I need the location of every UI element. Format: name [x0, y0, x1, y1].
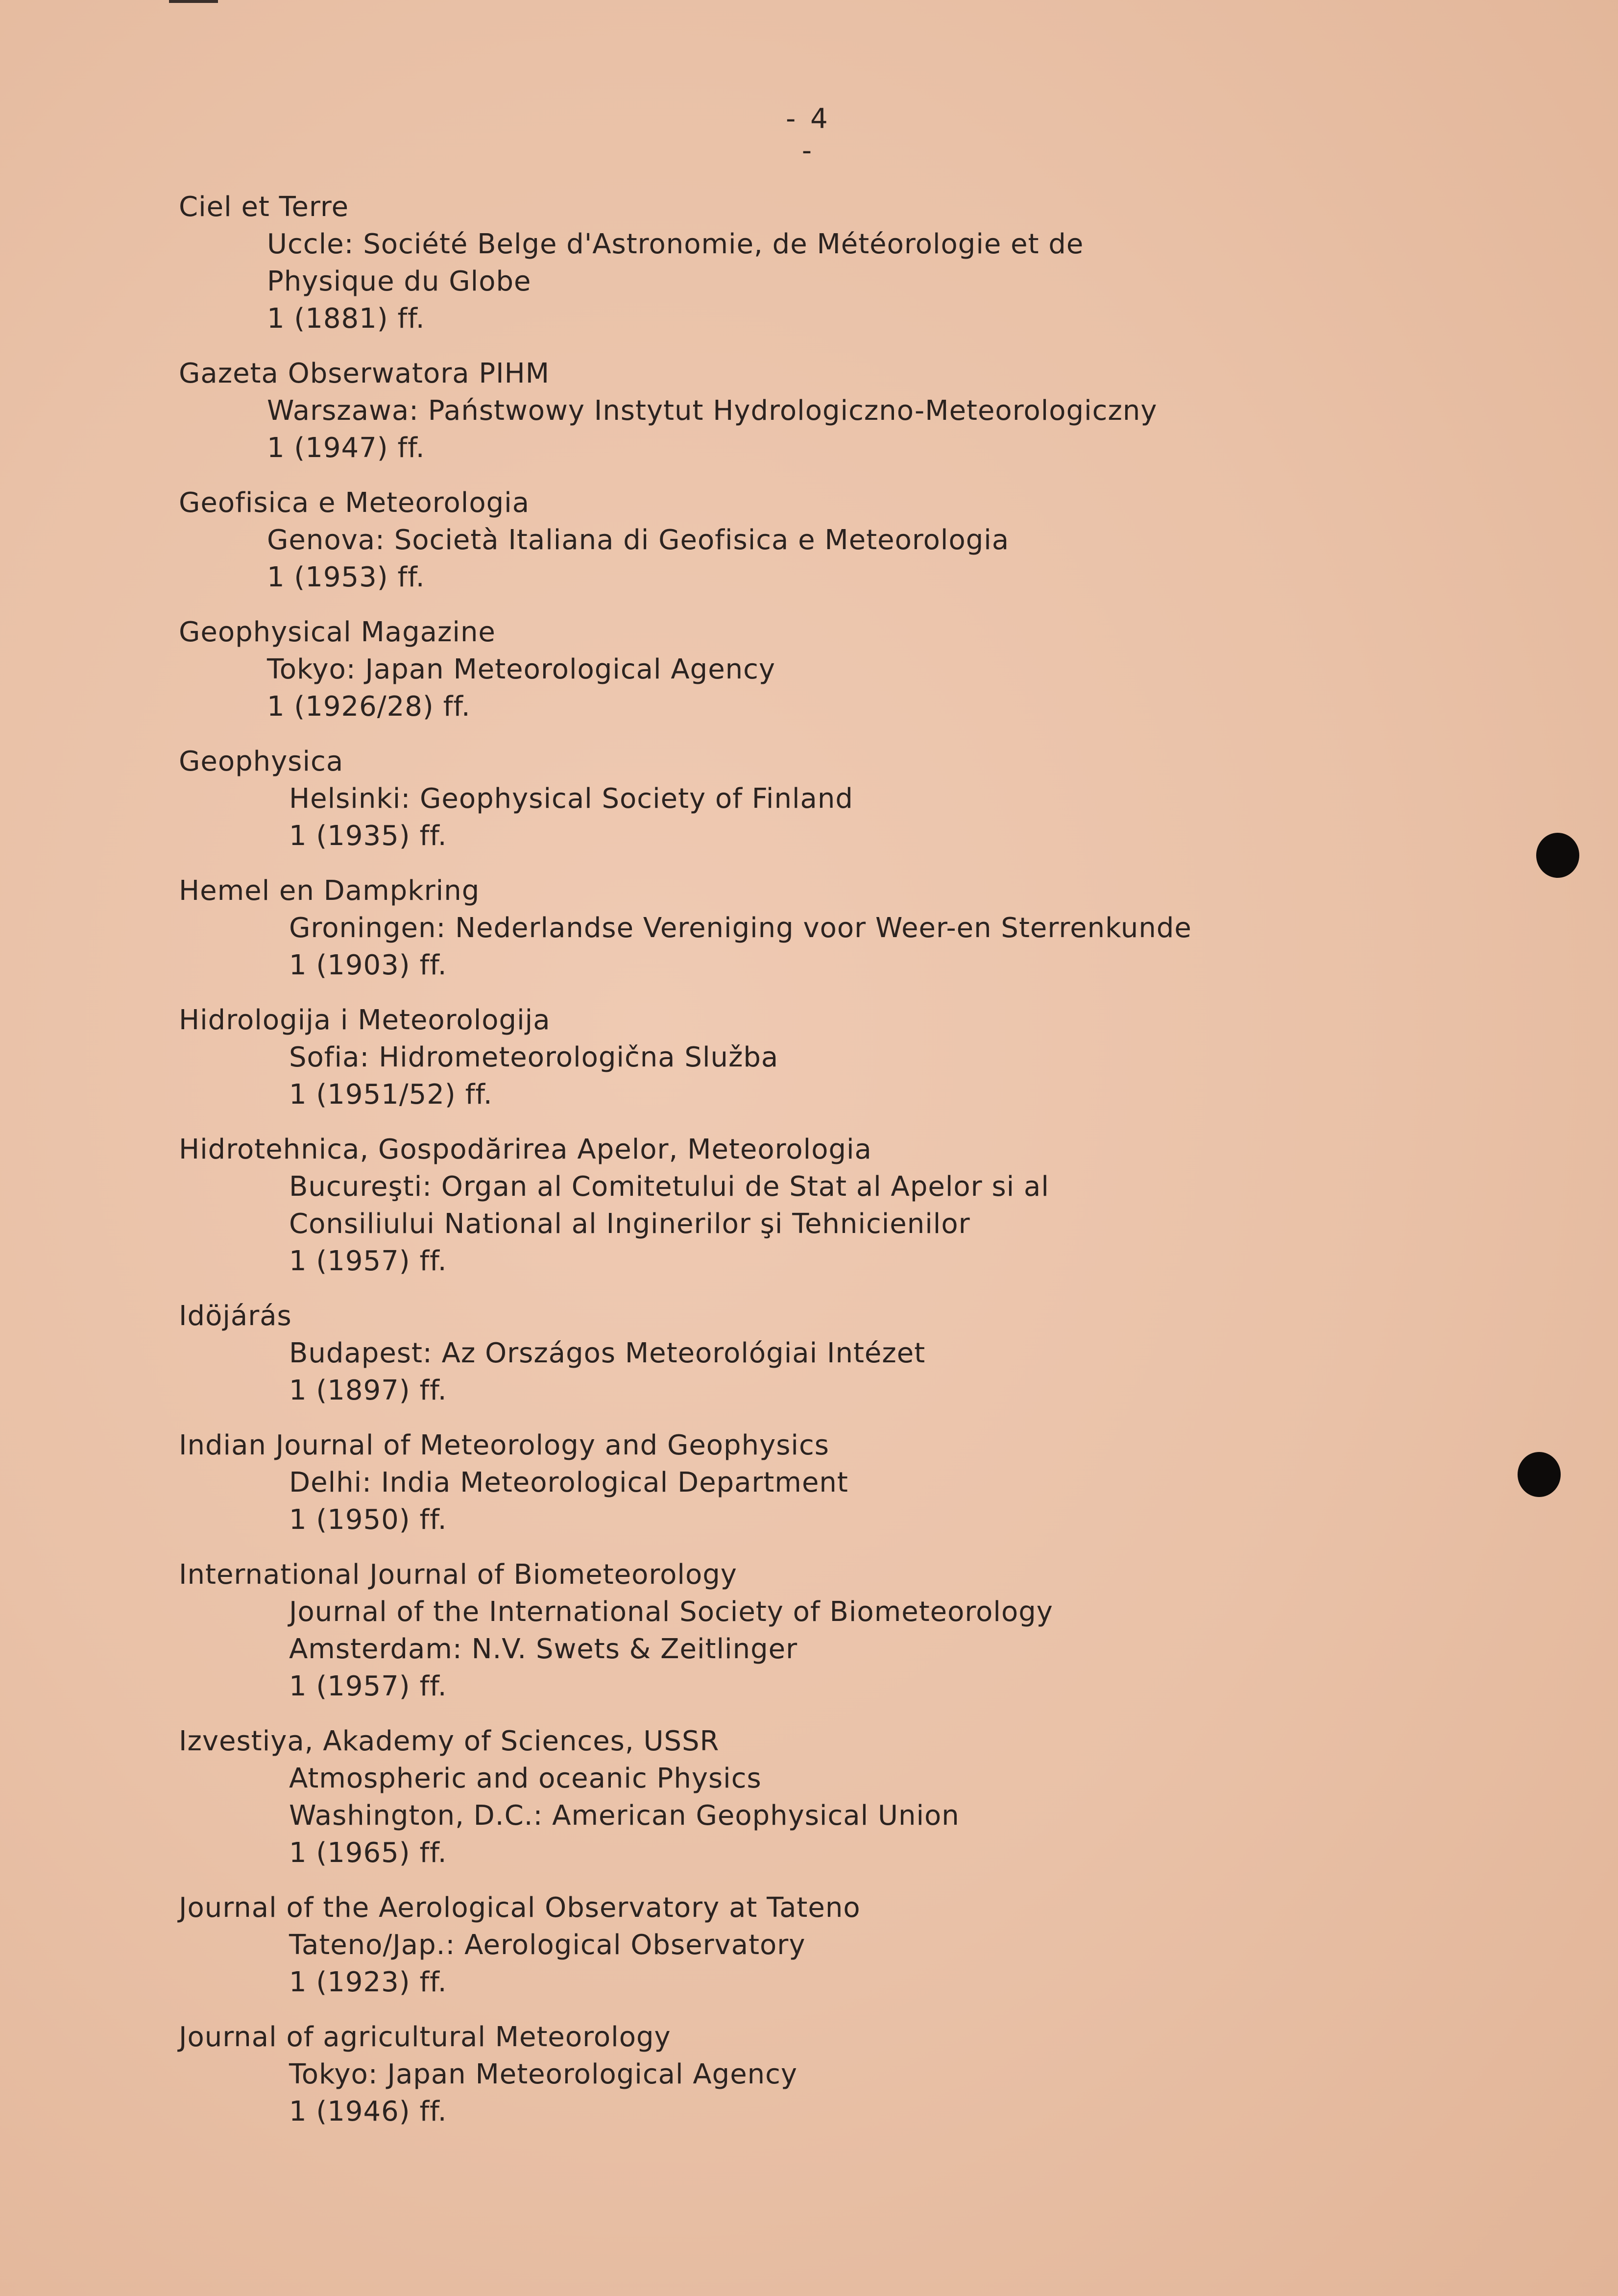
- publisher-line: Budapest: Az Országos Meteorológiai Intézet: [289, 1337, 926, 1369]
- volume-line: 1 (1951/52) ff.: [289, 1079, 493, 1111]
- publisher-line: Physique du Globe: [267, 266, 531, 297]
- list-item: [179, 2019, 1501, 2130]
- periodical-title: Ciel et Terre: [179, 191, 349, 223]
- volume-line: 1 (1957) ff.: [289, 1670, 447, 1702]
- list-item: [179, 1889, 1501, 2001]
- publisher-line: Tokyo: Japan Meteorological Agency: [267, 653, 776, 685]
- list-item: [179, 1723, 1501, 1872]
- publisher-line: Delhi: India Meteorological Department: [289, 1467, 848, 1498]
- publisher-line: Journal of the International Society of Biometeorology: [289, 1596, 1053, 1628]
- periodical-title: Journal of the Aerological Observatory at Tateno: [179, 1892, 861, 1924]
- list-item: [179, 872, 1501, 984]
- publisher-line: Tokyo: Japan Meteorological Agency: [289, 2058, 798, 2090]
- publisher-line: Warszawa: Państwowy Instytut Hydrologiczno-Meteorologiczny: [267, 395, 1158, 427]
- volume-line: 1 (1950) ff.: [289, 1504, 447, 1536]
- volume-line: 1 (1881) ff.: [267, 303, 425, 335]
- publisher-line: Consiliului National al Inginerilor şi Tehnicienilor: [289, 1208, 970, 1240]
- list-item: [179, 355, 1501, 467]
- page-number: - 4 -: [786, 103, 831, 167]
- periodical-title: Geofisica e Meteorologia: [179, 487, 530, 519]
- list-item: [179, 1556, 1501, 1705]
- periodical-title: Geophysical Magazine: [179, 616, 496, 648]
- list-item: [179, 189, 1501, 338]
- publisher-line: Atmospheric and oceanic Physics: [289, 1763, 762, 1794]
- volume-line: 1 (1923) ff.: [289, 1966, 447, 1998]
- list-item: [179, 1002, 1501, 1113]
- publisher-line: Sofia: Hidrometeorologična Služba: [289, 1041, 779, 1073]
- volume-line: 1 (1965) ff.: [289, 1837, 447, 1869]
- punch-hole: [1536, 833, 1579, 878]
- publisher-line: Washington, D.C.: American Geophysical Union: [289, 1800, 960, 1832]
- periodical-title: Journal of agricultural Meteorology: [179, 2021, 671, 2053]
- periodical-title: Izvestiya, Akademy of Sciences, USSR: [179, 1725, 720, 1757]
- volume-line: 1 (1946) ff.: [289, 2096, 447, 2127]
- volume-line: 1 (1926/28) ff.: [267, 691, 471, 723]
- list-item: [179, 1131, 1501, 1280]
- periodical-title: Indian Journal of Meteorology and Geophysics: [179, 1429, 829, 1461]
- periodical-title: Hidrotehnica, Gospodărirea Apelor, Meteorologia: [179, 1134, 872, 1165]
- publisher-line: Genova: Società Italiana di Geofisica e Meteorologia: [267, 524, 1010, 556]
- list-item: [179, 614, 1501, 725]
- list-item: [179, 484, 1501, 596]
- periodical-title: International Journal of Biometeorology: [179, 1559, 737, 1591]
- volume-line: 1 (1957) ff.: [289, 1245, 447, 1277]
- punch-hole: [1518, 1452, 1561, 1497]
- volume-line: 1 (1935) ff.: [289, 820, 447, 852]
- list-item: [179, 743, 1501, 855]
- list-item: [179, 1298, 1501, 1409]
- publisher-line: Helsinki: Geophysical Society of Finland: [289, 783, 853, 815]
- publisher-line: Tateno/Jap.: Aerological Observatory: [289, 1929, 806, 1961]
- list-item: [179, 1427, 1501, 1539]
- periodical-title: Hemel en Dampkring: [179, 875, 480, 907]
- publisher-line: Amsterdam: N.V. Swets & Zeitlinger: [289, 1633, 798, 1665]
- volume-line: 1 (1953) ff.: [267, 561, 425, 593]
- publisher-line: Bucureşti: Organ al Comitetului de Stat al Apelor si al: [289, 1171, 1049, 1203]
- publisher-line: Groningen: Nederlandse Vereniging voor Weer-en Sterrenkunde: [289, 912, 1192, 944]
- volume-line: 1 (1903) ff.: [289, 949, 447, 981]
- periodical-title: Gazeta Obserwatora PIHM: [179, 358, 550, 389]
- periodical-title: Geophysica: [179, 746, 344, 777]
- periodical-title: Hidrologija i Meteorologija: [179, 1004, 551, 1036]
- volume-line: 1 (1897) ff.: [289, 1375, 447, 1406]
- volume-line: 1 (1947) ff.: [267, 432, 425, 464]
- top-edge-rule: [169, 0, 218, 3]
- periodical-title: Idöjárás: [179, 1300, 292, 1332]
- publisher-line: Uccle: Société Belge d'Astronomie, de Météorologie et de: [267, 228, 1084, 260]
- periodical-list: [179, 189, 1501, 2148]
